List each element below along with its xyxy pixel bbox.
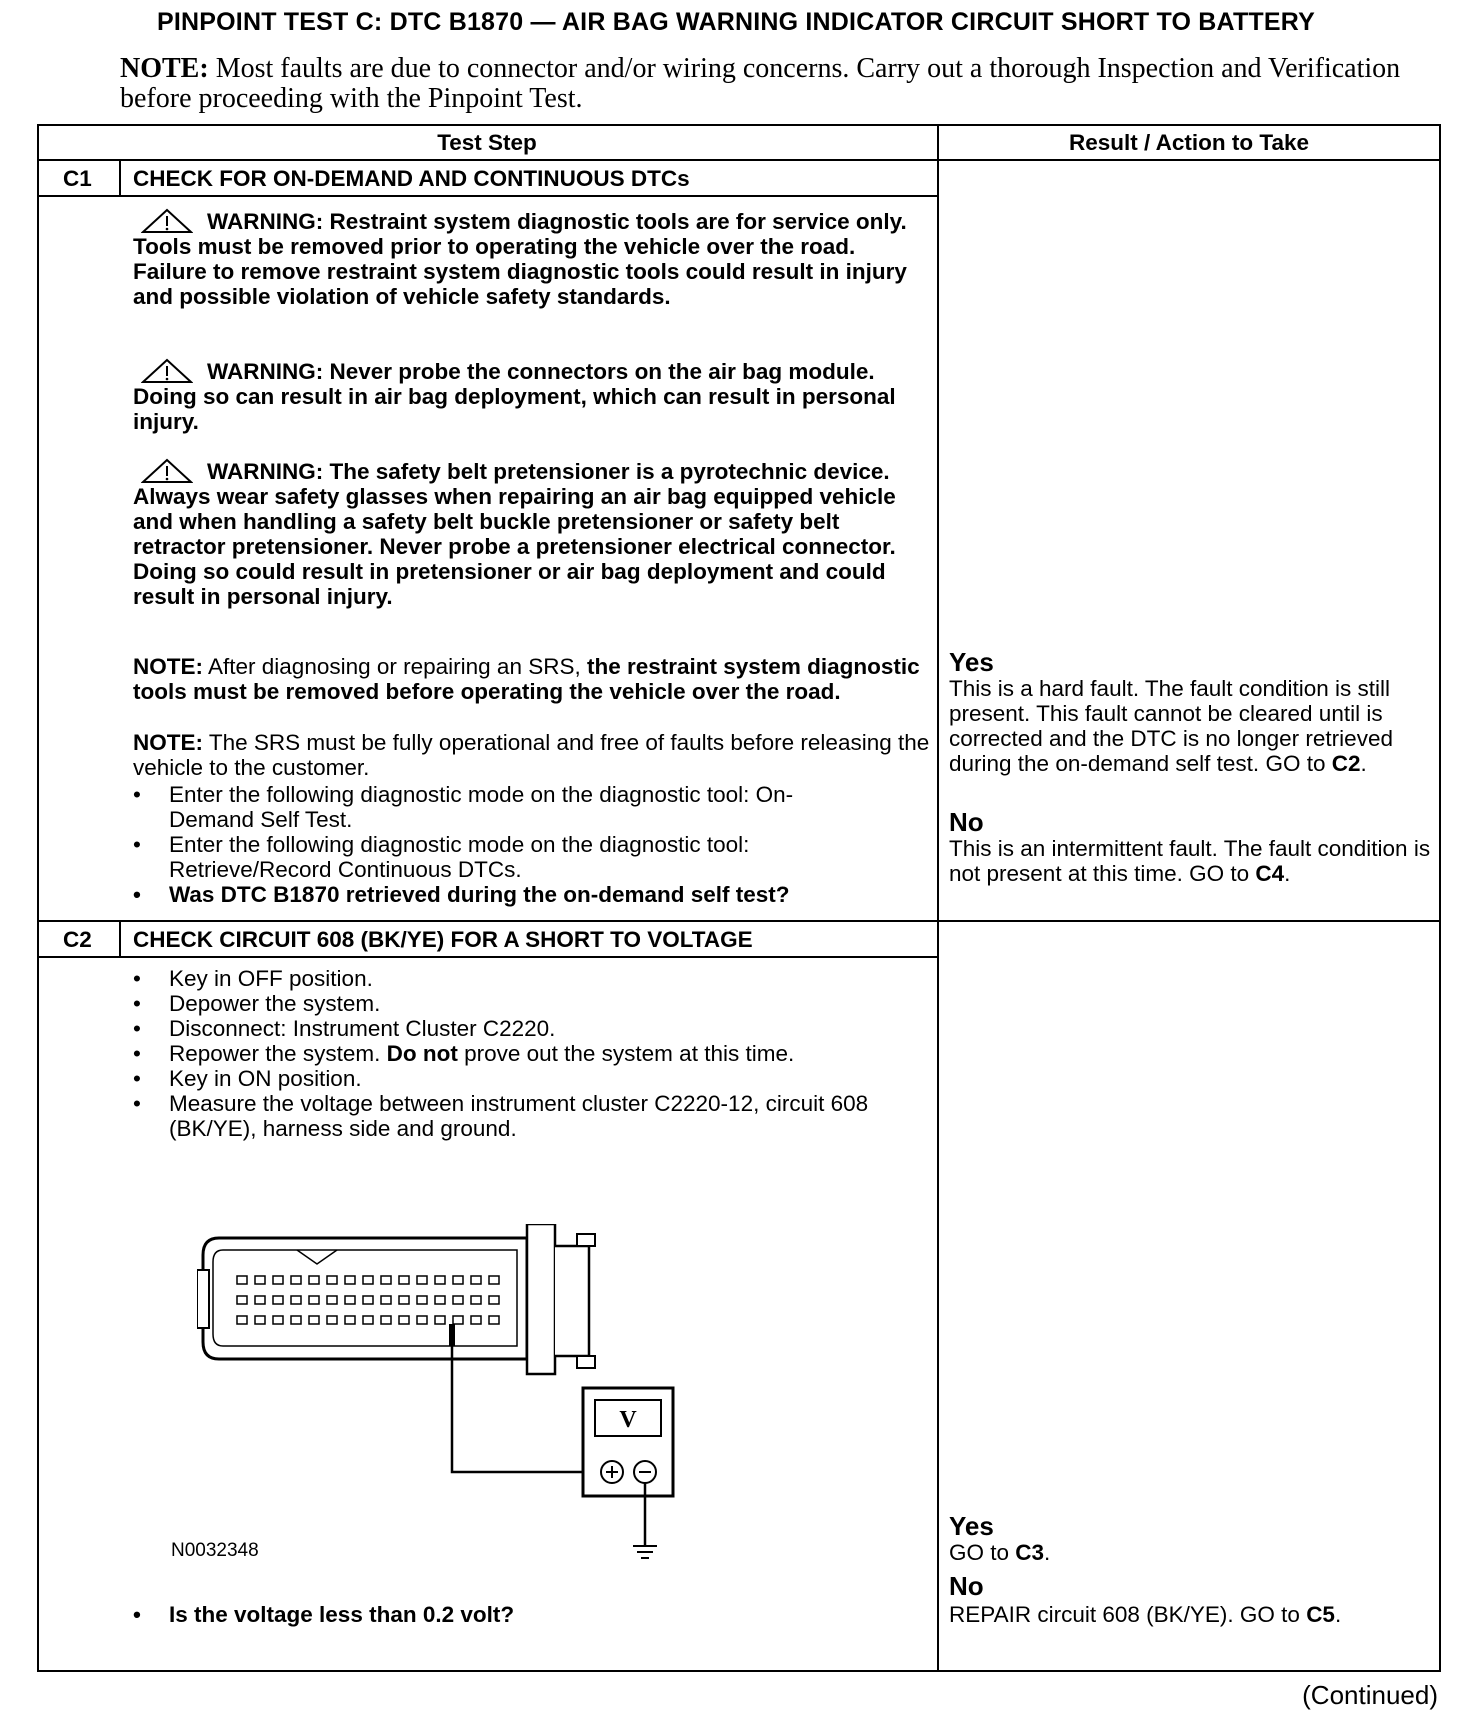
c1-no-label: No: [949, 807, 984, 837]
list-item: • Measure the voltage between instrument cluster C2220-12, circuit 608 (BK/YE), harness side and ground.: [133, 1091, 893, 1141]
list-item: • Key in ON position.: [133, 1066, 893, 1091]
continued-label: (Continued): [1302, 1680, 1438, 1710]
header-test-step: Test Step: [437, 130, 537, 155]
c1-no-text: This is an intermittent fault. The fault condition is not present at this time. GO to C4.: [949, 836, 1431, 886]
step-id-c1: C1: [63, 166, 92, 191]
list-item: • Enter the following diagnostic mode on the diagnostic tool: On-Demand Self Test.: [133, 782, 873, 832]
meter-label: V: [619, 1407, 637, 1433]
figure-id: N0032348: [171, 1540, 259, 1561]
pinpoint-table: [37, 124, 1441, 1672]
c2-yes-label: Yes: [949, 1511, 994, 1541]
c1-steps: [133, 782, 873, 907]
warning-1: WARNING: Restraint system diagnostic tools are for service only. Tools must be removed prior to operating the vehicle over the road. Failure to remove restraint system diagnostic tools could result in injury and possible violation of vehicle safety standards.: [133, 209, 907, 309]
c1-yes-label: Yes: [949, 647, 994, 677]
list-item: • Key in OFF position.: [133, 966, 893, 991]
list-item: • Enter the following diagnostic mode on the diagnostic tool: Retrieve/Record Continuous DTCs.: [133, 832, 873, 882]
c2-question-list: [133, 1602, 913, 1627]
note-text: Most faults are due to connector and/or wiring concerns. Carry out a thorough Inspection and Verification before proceeding with the Pinpoint Test.: [120, 53, 1401, 114]
page-title: PINPOINT TEST C: DTC B1870 — AIR BAG WARNING INDICATOR CIRCUIT SHORT TO BATTERY: [157, 8, 1315, 36]
note-srs-operational: NOTE: The SRS must be fully operational and free of faults before releasing the vehicle to the customer.: [133, 730, 930, 780]
list-item: • Disconnect: Instrument Cluster C2220.: [133, 1016, 893, 1041]
step-id-c2: C2: [63, 927, 92, 952]
list-item: • Repower the system. Do not prove out the system at this time.: [133, 1041, 893, 1066]
step-title-c2: CHECK CIRCUIT 608 (BK/YE) FOR A SHORT TO VOLTAGE: [133, 927, 753, 952]
c1-question: • Was DTC B1870 retrieved during the on-demand self test?: [133, 882, 873, 907]
header-result: Result / Action to Take: [1068, 130, 1310, 155]
list-item: • Depower the system.: [133, 991, 893, 1016]
connector-measurement-diagram: [197, 1224, 717, 1574]
c2-steps: [133, 966, 893, 1141]
c2-no-label: No: [949, 1571, 984, 1601]
warning-3: WARNING: The safety belt pretensioner is a pyrotechnic device. Always wear safety glasses when repairing an air bag equipped vehicle and when handling a safety belt buckle pretensioner or safety belt retractor pretensioner. Never probe a pretensioner electrical connector. Doing so could result in pretensioner or air bag deployment and could result in personal injury.: [133, 459, 896, 609]
note-after-diagnosing: NOTE: After diagnosing or repairing an SRS, the restraint system diagnostic tools must be removed before operating the vehicle over the road.: [133, 654, 920, 704]
warning-2: WARNING: Never probe the connectors on the air bag module. Doing so can result in air bag deployment, which can result in personal injury.: [133, 359, 896, 434]
c2-question: • Is the voltage less than 0.2 volt?: [133, 1602, 913, 1627]
note-label: NOTE:: [120, 53, 209, 84]
c2-yes-text: GO to C3.: [949, 1540, 1051, 1565]
top-note: [120, 54, 1420, 114]
c1-yes-text: This is a hard fault. The fault condition is still present. This fault cannot be cleared until is corrected and the DTC is no longer retrieved during the on-demand self test. GO to C2.: [949, 676, 1393, 776]
step-title-c1: CHECK FOR ON-DEMAND AND CONTINUOUS DTCs: [133, 166, 690, 191]
c2-no-text: REPAIR circuit 608 (BK/YE). GO to C5.: [949, 1602, 1342, 1627]
